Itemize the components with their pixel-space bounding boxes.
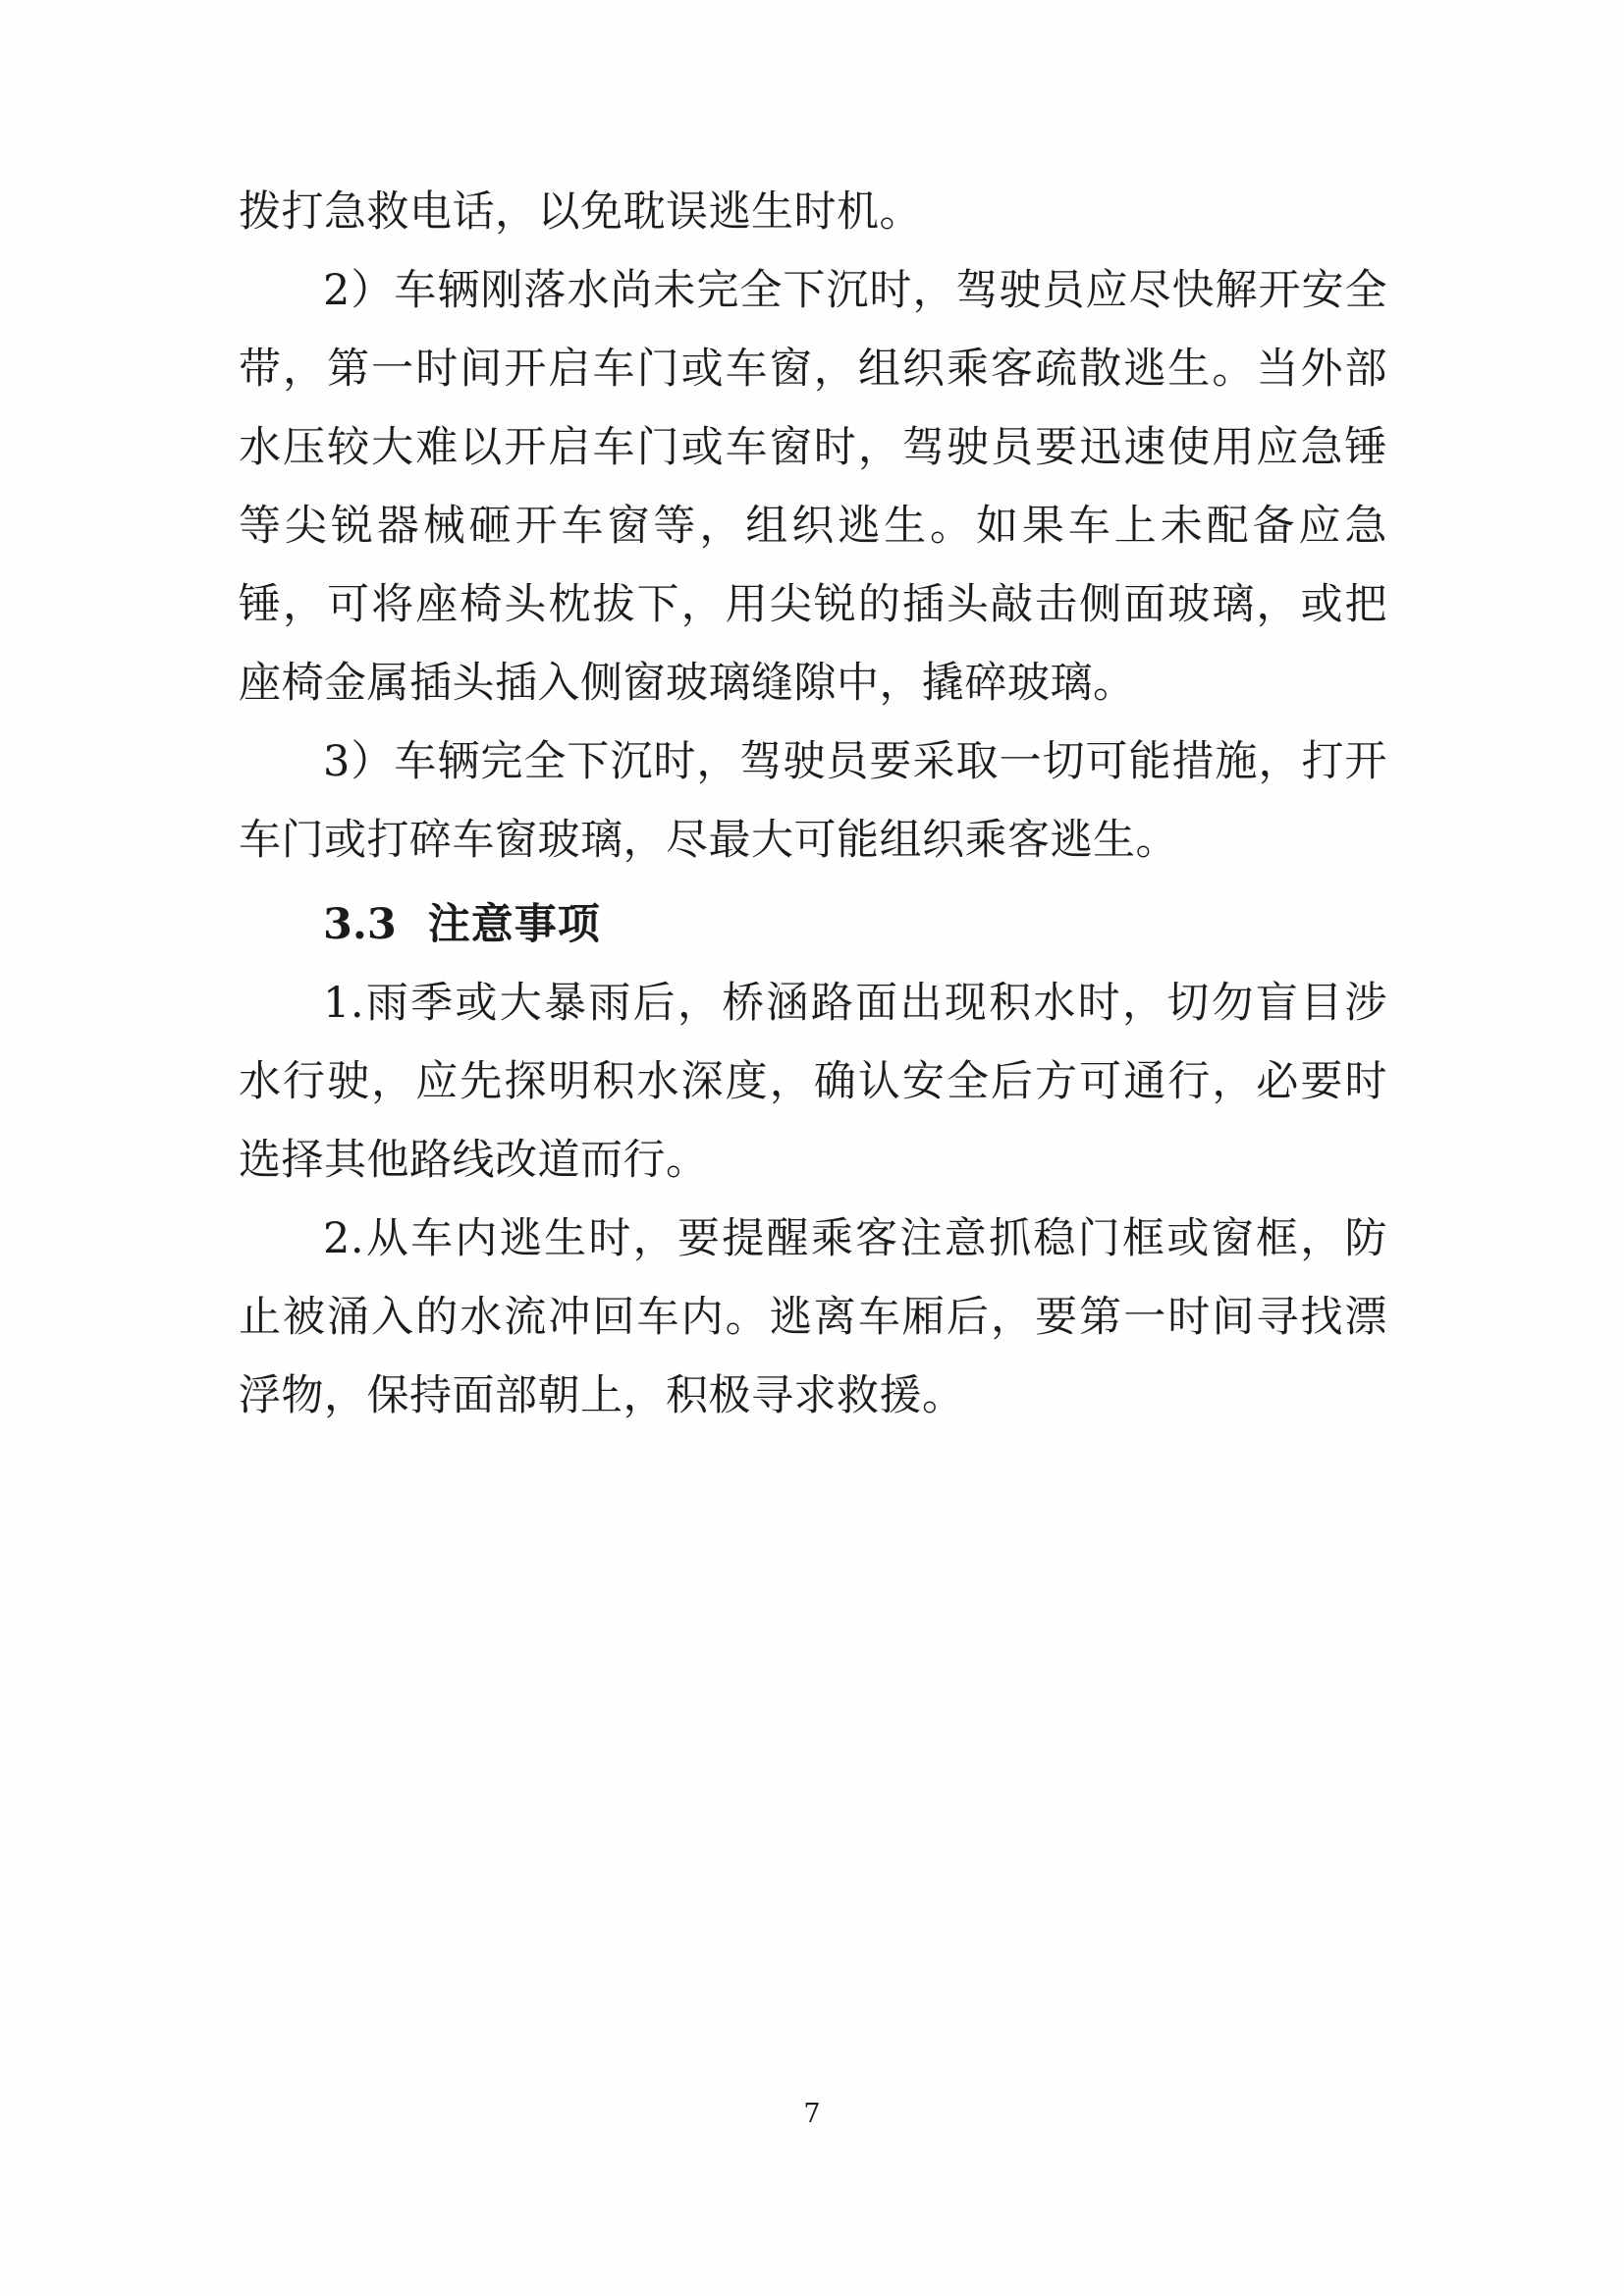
page-number: 7 xyxy=(803,2099,821,2129)
note-item-2: 2.从车内逃生时，要提醒乘客注意抓稳门框或窗框，防止被涌入的水流冲回车内。逃离车厢后，要第一时间寻找漂浮物，保持面部朝上，积极寻求救援。 xyxy=(239,1214,1387,1420)
section-heading-number: 3.3 xyxy=(323,900,397,949)
page-body xyxy=(239,173,1387,1435)
paragraph-item-2: 2）车辆刚落水尚未完全下沉时，驾驶员应尽快解开安全带，第一时间开启车门或车窗，组织乘客疏散逃生。当外部水压较大难以开启车门或车窗时，驾驶员要迅速使用应急锤等尖锐器械砸开车窗等，组织逃生。如果车上未配备应急锤，可将座椅头枕拔下，用尖锐的插头敲击侧面玻璃，或把座椅金属插头插入侧窗玻璃缝隙中，撬碎玻璃。 xyxy=(239,266,1387,708)
section-heading xyxy=(239,885,1387,964)
paragraph-continued: 拨打急救电话，以免耽误逃生时机。 xyxy=(239,187,922,237)
note-item-1: 1.雨季或大暴雨后，桥涵路面出现积水时，切勿盲目涉水行驶，应先探明积水深度，确认安全后方可通行，必要时选择其他路线改道而行。 xyxy=(239,979,1387,1185)
section-heading-title: 注意事项 xyxy=(427,900,601,949)
paragraph-item-3: 3）车辆完全下沉时，驾驶员要采取一切可能措施，打开车门或打碎车窗玻璃，尽最大可能组织乘客逃生。 xyxy=(239,737,1387,865)
